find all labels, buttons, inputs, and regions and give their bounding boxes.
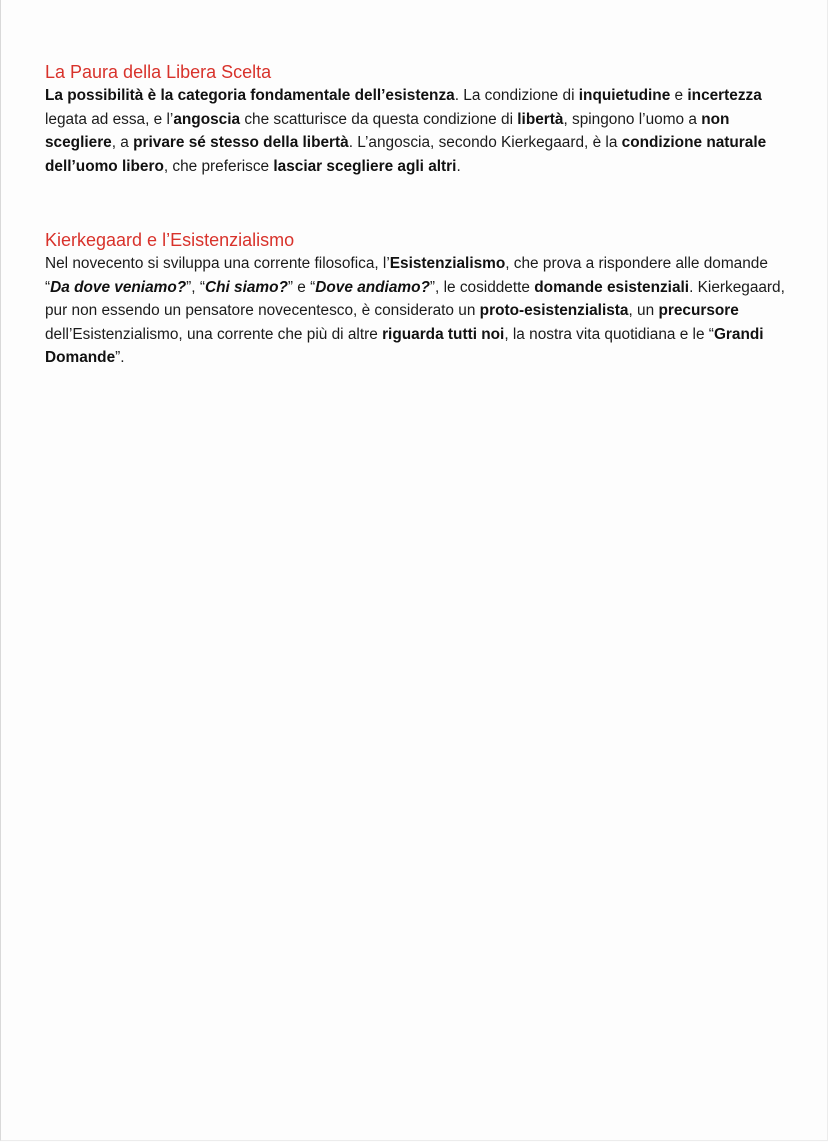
emphasis-text: Da dove veniamo?: [50, 278, 187, 296]
bold-run: angoscia: [173, 110, 241, 128]
text-run: legata ad essa, e l’: [45, 110, 174, 128]
section-heading: Kierkegaard e l’Esistenzialismo: [45, 230, 295, 250]
bold-run: proto-esistenzialista: [479, 302, 629, 319]
text-run: , a: [111, 134, 134, 151]
section-paragraph: [45, 84, 785, 178]
section-paura-libera-scelta: [45, 60, 785, 178]
text-run: . L’angoscia, secondo Kierkegaard, è la: [348, 134, 622, 151]
bold-run: non scegliere: [45, 110, 730, 151]
bold-run: inquietudine: [578, 87, 671, 104]
bold-run: Esistenzialismo: [389, 255, 506, 272]
text-run: , che prova a rispondere alle domande “: [45, 255, 768, 296]
bold-italic-run: [205, 279, 288, 296]
bold-run: lasciar scegliere agli altri: [273, 157, 457, 175]
text-run: Nel novecento si sviluppa una corrente filosofica, l’: [45, 255, 390, 272]
text-run: ” e “: [287, 278, 316, 296]
text-run: , spingono l’uomo a: [563, 110, 702, 128]
text-run: ”, “: [186, 278, 205, 296]
section-esistenzialismo: [45, 228, 785, 370]
bold-run: Grandi Domande: [45, 325, 764, 366]
section-paragraph: [45, 252, 785, 370]
text-run: ”.: [115, 349, 125, 366]
text-run: .: [456, 157, 461, 175]
bold-run: libertà: [517, 110, 564, 128]
text-run: , che preferisce: [163, 157, 274, 175]
text-run: . La condizione di: [454, 87, 579, 104]
text-run: , la nostra vita quotidiana e le “: [504, 325, 714, 343]
text-run: . Kierkegaard, pur non essendo un pensatore novecentesco, è considerato un: [45, 278, 785, 319]
text-run: ”, le cosiddette: [429, 278, 535, 296]
bold-run: precursore: [658, 302, 739, 319]
emphasis-text: Chi siamo?: [204, 278, 288, 296]
bold-run: riguarda tutti noi: [382, 325, 505, 343]
emphasis-text: Dove andiamo?: [315, 278, 430, 296]
text-run: , un: [628, 302, 659, 319]
bold-italic-run: [315, 279, 430, 296]
bold-run: La possibilità è la categoria fondamentale dell’esistenza: [45, 87, 455, 104]
text-run: dell’Esistenzialismo, una corrente che più di altre: [45, 325, 383, 343]
bold-run: privare sé stesso della libertà: [133, 134, 349, 151]
bold-run: domande esistenziali: [534, 278, 690, 296]
bold-italic-run: [50, 279, 186, 296]
text-run: che scatturisce da questa condizione di: [240, 110, 518, 128]
bold-run: condizione naturale dell’uomo libero: [45, 134, 767, 175]
section-heading: La Paura della Libera Scelta: [45, 62, 272, 82]
bold-run: incertezza: [687, 87, 762, 104]
text-run: e: [670, 87, 688, 104]
